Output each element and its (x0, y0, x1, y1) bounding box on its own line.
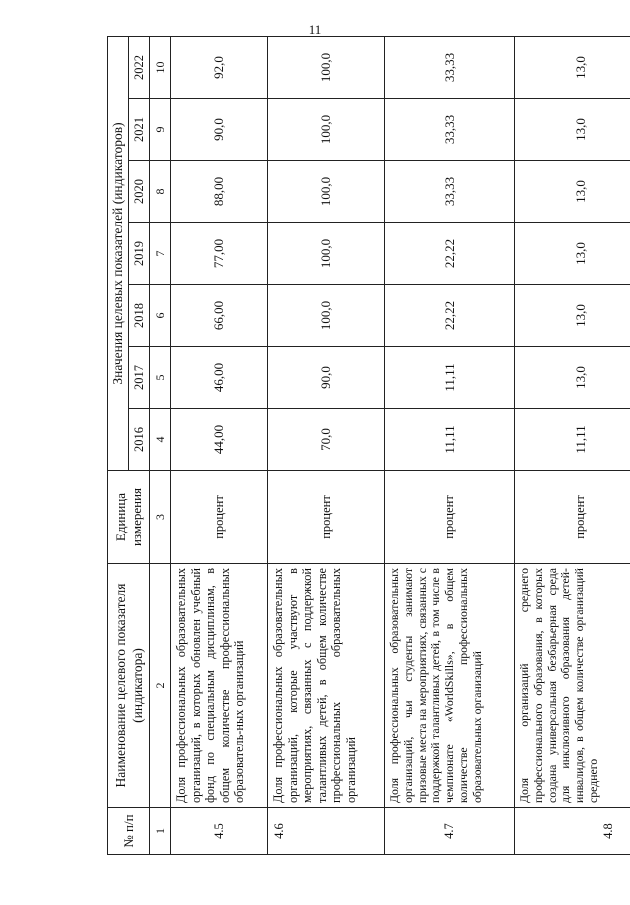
value-cell: 70,0 (268, 409, 385, 471)
value-cell: 13,0 (515, 36, 630, 98)
value-cell: 13,0 (515, 223, 630, 285)
value-cell: 13,0 (515, 161, 630, 223)
value-cell: 33,33 (385, 99, 515, 161)
indicator-name: Доля профессиональных образовательных организаций, чьи студенты занимают призовые места на мероприятиях, связанных с поддержкой талантливых детей, в том числе в чемпионате «WorldSkills», в общем количестве профессиональных образовательных организаций (385, 564, 515, 808)
value-cell: 90,0 (171, 99, 268, 161)
value-cell: 100,0 (268, 285, 385, 347)
value-cell: 90,0 (268, 347, 385, 409)
rotated-table-container (107, 37, 615, 855)
value-cell: 100,0 (268, 223, 385, 285)
col-number: 7 (150, 223, 171, 285)
col-number: 9 (150, 99, 171, 161)
value-cell: 33,33 (385, 161, 515, 223)
unit: процент (515, 471, 630, 564)
indicators-table (107, 36, 630, 855)
header-values-group: Значения целевых показателей (индикаторов) (108, 36, 129, 470)
year-2017: 2017 (129, 347, 150, 409)
table-row (515, 36, 630, 854)
table-row (171, 36, 268, 854)
year-2018: 2018 (129, 285, 150, 347)
col-number: 8 (150, 161, 171, 223)
header-unit: Единица измерения (108, 471, 150, 564)
row-number: 4.8 (515, 808, 630, 855)
header-row-1 (108, 36, 129, 854)
value-cell: 22,22 (385, 285, 515, 347)
value-cell: 11,11 (515, 409, 630, 471)
col-number: 6 (150, 285, 171, 347)
row-number: 4.6 (268, 808, 385, 855)
value-cell: 13,0 (515, 347, 630, 409)
value-cell: 22,22 (385, 223, 515, 285)
unit: процент (385, 471, 515, 564)
value-cell: 46,00 (171, 347, 268, 409)
value-cell: 66,00 (171, 285, 268, 347)
page-number: 11 (308, 22, 322, 37)
value-cell: 100,0 (268, 161, 385, 223)
year-2020: 2020 (129, 161, 150, 223)
value-cell: 13,0 (515, 285, 630, 347)
value-cell: 44,00 (171, 409, 268, 471)
value-cell: 13,0 (515, 99, 630, 161)
value-cell: 100,0 (268, 36, 385, 98)
value-cell: 33,33 (385, 36, 515, 98)
value-cell: 77,00 (171, 223, 268, 285)
column-number-row (150, 36, 171, 854)
col-number: 2 (150, 564, 171, 808)
table-row (268, 36, 385, 854)
header-num: № п/п (108, 808, 150, 855)
indicator-name: Доля профессиональных образовательных организаций, в которых обновлен учебный фонд по специальным дисциплинам, в общем количестве профессиональных образователь-ных организаций (171, 564, 268, 808)
col-number: 5 (150, 347, 171, 409)
indicator-name: Доля организаций среднего профессионального образования, в которых создана универсальная безбарьерная среда для инклюзивного образования детей-инвалидов, в общем количестве организаций среднего (515, 564, 630, 808)
indicator-name: Доля профессиональных образовательных организаций, которые участвуют в мероприятиях, связанных с поддержкой талантливых детей, в общем количестве профессиональных образовательных организаций (268, 564, 385, 808)
year-2021: 2021 (129, 99, 150, 161)
col-number: 4 (150, 409, 171, 471)
year-2016: 2016 (129, 409, 150, 471)
col-number: 1 (150, 808, 171, 855)
year-2019: 2019 (129, 223, 150, 285)
value-cell: 11,11 (385, 347, 515, 409)
col-number: 10 (150, 36, 171, 98)
header-name: Наименование целевого показателя (индикатора) (108, 564, 150, 808)
value-cell: 92,0 (171, 36, 268, 98)
unit: процент (171, 471, 268, 564)
value-cell: 11,11 (385, 409, 515, 471)
row-number: 4.7 (385, 808, 515, 855)
value-cell: 100,0 (268, 99, 385, 161)
value-cell: 88,00 (171, 161, 268, 223)
unit: процент (268, 471, 385, 564)
row-number: 4.5 (171, 808, 268, 855)
col-number: 3 (150, 471, 171, 564)
table-row (385, 36, 515, 854)
year-2022: 2022 (129, 36, 150, 98)
